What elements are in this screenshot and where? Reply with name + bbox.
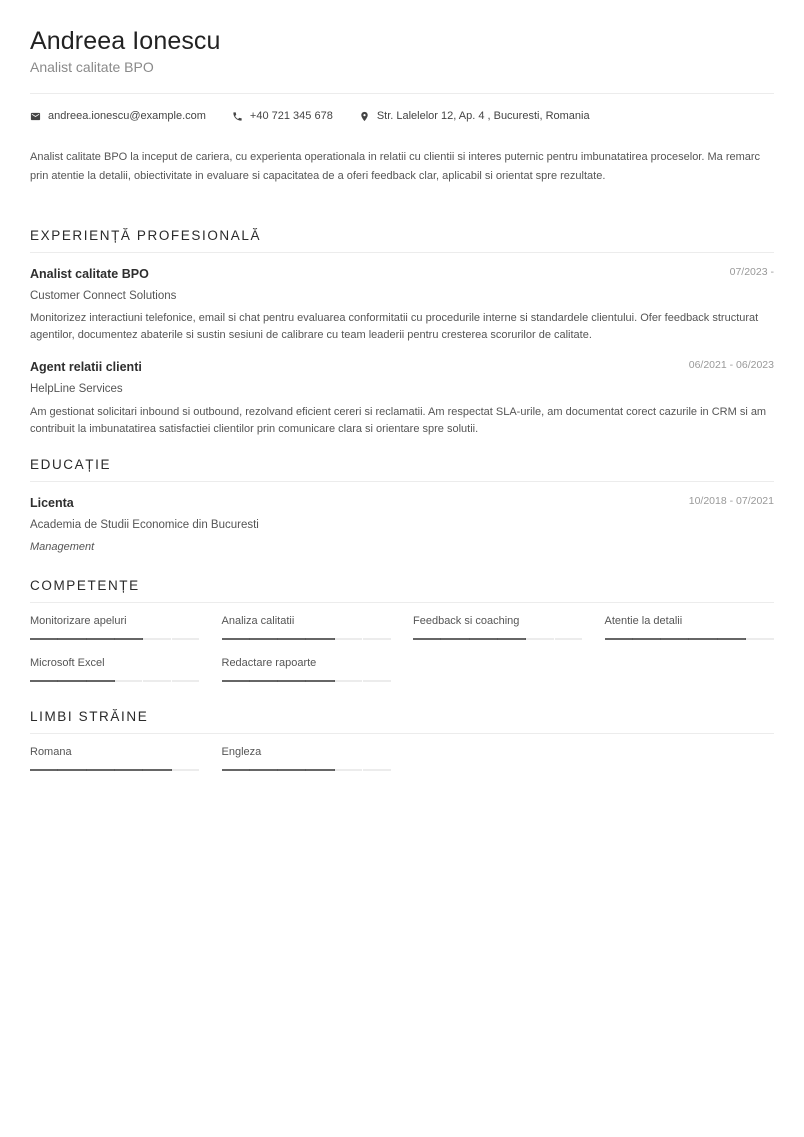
skill-item bbox=[605, 615, 774, 640]
level-segment bbox=[718, 638, 746, 640]
section-divider bbox=[30, 602, 774, 603]
level-segment bbox=[250, 638, 278, 640]
skill-item bbox=[413, 615, 582, 640]
level-segment bbox=[172, 680, 199, 682]
section-divider bbox=[30, 481, 774, 482]
level-segment bbox=[87, 680, 115, 682]
level-segment bbox=[115, 769, 143, 771]
level-segment bbox=[363, 680, 390, 682]
contact-row bbox=[30, 110, 616, 122]
job-dates-1: 07/2023 - bbox=[729, 266, 774, 278]
level-segment bbox=[689, 638, 717, 640]
level-segment bbox=[115, 638, 143, 640]
level-segment bbox=[58, 769, 86, 771]
phone-text: +40 721 345 678 bbox=[249, 110, 333, 122]
level-segment bbox=[441, 638, 469, 640]
envelope-icon bbox=[30, 111, 41, 122]
skill-label: Atentie la detalii bbox=[604, 615, 683, 627]
section-divider bbox=[30, 252, 774, 253]
level-segment bbox=[633, 638, 661, 640]
skill-level-bar bbox=[605, 638, 774, 640]
level-segment bbox=[172, 638, 199, 640]
level-segment bbox=[278, 769, 306, 771]
skill-label: Redactare rapoarte bbox=[221, 657, 317, 669]
level-segment bbox=[278, 638, 306, 640]
language-label: Engleza bbox=[221, 746, 262, 758]
level-segment bbox=[278, 680, 306, 682]
job-dates-2: 06/2021 - 06/2023 bbox=[688, 359, 774, 371]
level-segment bbox=[413, 638, 441, 640]
level-segment bbox=[30, 769, 58, 771]
section-title-experience: EXPERIENȚĂ PROFESIONALĂ bbox=[30, 228, 262, 243]
level-segment bbox=[30, 680, 58, 682]
level-segment bbox=[363, 638, 390, 640]
level-segment bbox=[335, 638, 363, 640]
level-segment bbox=[335, 680, 363, 682]
level-segment bbox=[470, 638, 498, 640]
section-title-education: EDUCAȚIE bbox=[30, 457, 112, 472]
level-segment bbox=[250, 769, 278, 771]
level-segment bbox=[143, 769, 171, 771]
level-segment bbox=[87, 638, 115, 640]
education-field: Management bbox=[30, 541, 95, 553]
candidate-title: Analist calitate BPO bbox=[30, 59, 154, 75]
level-segment bbox=[30, 638, 58, 640]
skill-item bbox=[222, 615, 391, 640]
skill-item bbox=[30, 615, 199, 640]
level-segment bbox=[222, 680, 250, 682]
level-segment bbox=[746, 638, 773, 640]
map-pin-icon bbox=[359, 111, 370, 122]
skill-label: Analiza calitatii bbox=[221, 615, 295, 627]
job-company-1: Customer Connect Solutions bbox=[30, 290, 177, 302]
job-description-2: Am gestionat solicitari inbound si outbound, rezolvand eficient cereri si reclamatii. Am respectat SLA-urile, am documentat corect cazurile in CRM si am contribuit la imbunatatirea satisfactiei clientilor prin comunicare clara si orientare spre solutii. bbox=[30, 406, 767, 435]
level-segment bbox=[115, 680, 143, 682]
job-company-2: HelpLine Services bbox=[30, 383, 123, 395]
level-segment bbox=[555, 638, 582, 640]
institution-name: Academia de Studii Economice din Bucuresti bbox=[30, 519, 259, 531]
job-title-2: Agent relatii clienti bbox=[30, 360, 142, 374]
level-segment bbox=[87, 769, 115, 771]
language-item bbox=[222, 746, 391, 771]
skill-level-bar bbox=[30, 680, 199, 682]
skill-label: Microsoft Excel bbox=[30, 657, 105, 669]
level-segment bbox=[222, 638, 250, 640]
skill-level-bar bbox=[222, 680, 391, 682]
level-segment bbox=[526, 638, 554, 640]
level-segment bbox=[58, 680, 86, 682]
contact-address bbox=[359, 110, 590, 122]
section-divider bbox=[30, 733, 774, 734]
level-segment bbox=[335, 769, 363, 771]
skill-item bbox=[222, 657, 391, 682]
job-title-1: Analist calitate BPO bbox=[30, 267, 149, 281]
level-segment bbox=[172, 769, 199, 771]
section-title-languages: LIMBI STRĂINE bbox=[30, 709, 149, 724]
level-segment bbox=[222, 769, 250, 771]
level-segment bbox=[58, 638, 86, 640]
contact-phone[interactable] bbox=[232, 110, 333, 122]
education-dates: 10/2018 - 07/2021 bbox=[688, 495, 774, 507]
language-level-bar bbox=[222, 769, 391, 771]
language-label: Romana bbox=[30, 746, 72, 758]
header-divider bbox=[30, 93, 774, 94]
skill-label: Monitorizare apeluri bbox=[30, 615, 127, 627]
level-segment bbox=[306, 769, 334, 771]
email-text: andreea.ionescu@example.com bbox=[48, 110, 206, 122]
section-title-skills: COMPETENȚE bbox=[30, 578, 140, 593]
degree-title: Licenta bbox=[30, 496, 74, 510]
skill-label: Feedback si coaching bbox=[413, 615, 520, 627]
level-segment bbox=[143, 638, 171, 640]
level-segment bbox=[306, 680, 334, 682]
skill-level-bar bbox=[413, 638, 582, 640]
profile-summary: Analist calitate BPO la inceput de cariera, cu experienta operationala in relatii cu clientii si interes puternic pentru imbunatatirea proceselor. Ma remarc prin atentie la detalii, obiectivitate in evaluare si capacitatea de a oferi feedback clar, aplicabil si orientat spre rezultate. bbox=[30, 151, 761, 182]
level-segment bbox=[250, 680, 278, 682]
language-level-bar bbox=[30, 769, 199, 771]
contact-email[interactable] bbox=[30, 110, 206, 122]
phone-icon bbox=[232, 111, 243, 122]
language-item bbox=[30, 746, 199, 771]
level-segment bbox=[661, 638, 689, 640]
job-description-1: Monitorizez interactiuni telefonice, email si chat pentru evaluarea conformitatii cu procedurile interne si standardele clientului. Ofer feedback structurat agentilor, documentez abaterile si sustin sesiuni de calibrare cu team leaderii pentru cresterea scorurilor de calitate. bbox=[30, 312, 759, 341]
level-segment bbox=[143, 680, 171, 682]
skill-level-bar bbox=[30, 638, 199, 640]
skill-item bbox=[30, 657, 199, 682]
address-text: Str. Lalelelor 12, Ap. 4 , Bucuresti, Romania bbox=[376, 110, 590, 122]
level-segment bbox=[498, 638, 526, 640]
skill-level-bar bbox=[222, 638, 391, 640]
level-segment bbox=[605, 638, 633, 640]
level-segment bbox=[306, 638, 334, 640]
candidate-name: Andreea Ionescu bbox=[30, 27, 221, 55]
level-segment bbox=[363, 769, 390, 771]
